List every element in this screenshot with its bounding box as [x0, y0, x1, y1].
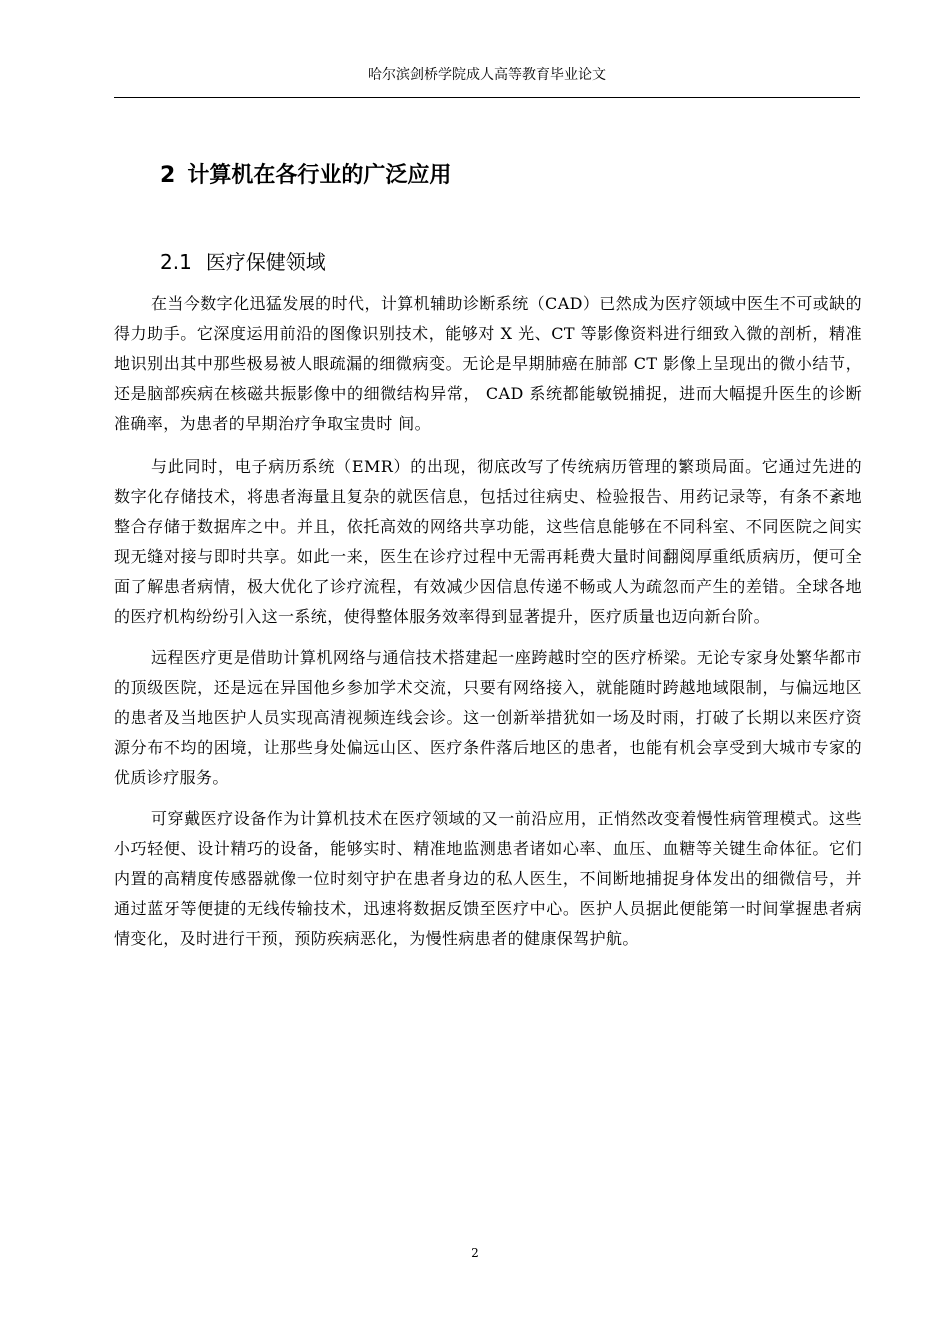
body-text — [114, 289, 862, 954]
paragraph-cad: 在当今数字化迅猛发展的时代，计算机辅助诊断系统（CAD）已然成为医疗领域中医生不可或缺的得力助手。它深度运用前沿的图像识别技术，能够对 X 光、CT 等影像资料进行细致入微的剖析，精准地识别出其中那些极易被人眼疏漏的细微病变。无论是早期肺癌在肺部 CT 影像上呈现出的微小结节，还是脑部疾病在核磁共振影像中的细微结构异常， CAD 系统都能敏锐捕捉，进而大幅提升医生的诊断准确率，为患者的早期治疗争取宝贵时 间。 — [114, 294, 862, 433]
paragraph-emr: 与此同时，电子病历系统（EMR）的出现，彻底改写了传统病历管理的繁琐局面。它通过先进的数字化存储技术，将患者海量且复杂的就医信息，包括过往病史、检验报告、用药记录等，有条不紊地整合存储于数据库之中。并且，依托高效的网络共享功能，这些信息能够在不同科室、不同医院之间实现无缝对接与即时共享。如此一来，医生在诊疗过程中无需再耗费大量时间翻阅厚重纸质病历，便可全面了解患者病情，极大优化了诊疗流程，有效减少因信息传递不畅或人为疏忽而产生的差错。全球各地的医疗机构纷纷引入这一系统，使得整体服务效率得到显著提升，医疗质量也迈向新台阶。 — [114, 457, 862, 626]
paragraph-telemedicine: 远程医疗更是借助计算机网络与通信技术搭建起一座跨越时空的医疗桥梁。无论专家身处繁华都市的顶级医院，还是远在异国他乡参加学术交流，只要有网络接入，就能随时跨越地域限制，与偏远地区的患者及当地医护人员实现高清视频连线会诊。这一创新举措犹如一场及时雨，打破了长期以来医疗资源分布不均的困境，让那些身处偏远山区、医疗条件落后地区的患者，也能有机会享受到大城市专家的优质诊疗服务。 — [114, 648, 862, 787]
running-header: 哈尔滨剑桥学院成人高等教育毕业论文 — [368, 67, 606, 83]
header-divider — [114, 97, 860, 98]
chapter-heading — [160, 160, 451, 192]
section-title: 医疗保健领域 — [205, 250, 326, 274]
chapter-title: 计算机在各行业的广泛应用 — [187, 163, 452, 188]
chapter-number: 2 — [160, 163, 176, 188]
section-heading — [160, 247, 326, 277]
section-number: 2.1 — [160, 250, 192, 274]
page-number: 2 — [471, 1246, 479, 1260]
paragraph-wearables: 可穿戴医疗设备作为计算机技术在医疗领域的又一前沿应用，正悄然改变着慢性病管理模式。这些小巧轻便、设计精巧的设备，能够实时、精准地监测患者诸如心率、血压、血糖等关键生命体征。它们内置的高精度传感器就像一位时刻守护在患者身边的私人医生，不间断地捕捉身体发出的细微信号，并通过蓝牙等便捷的无线传输技术，迅速将数据反馈至医疗中心。医护人员据此便能第一时间掌握患者病情变化，及时进行干预，预防疾病恶化，为慢性病患者的健康保驾护航。 — [114, 809, 862, 948]
